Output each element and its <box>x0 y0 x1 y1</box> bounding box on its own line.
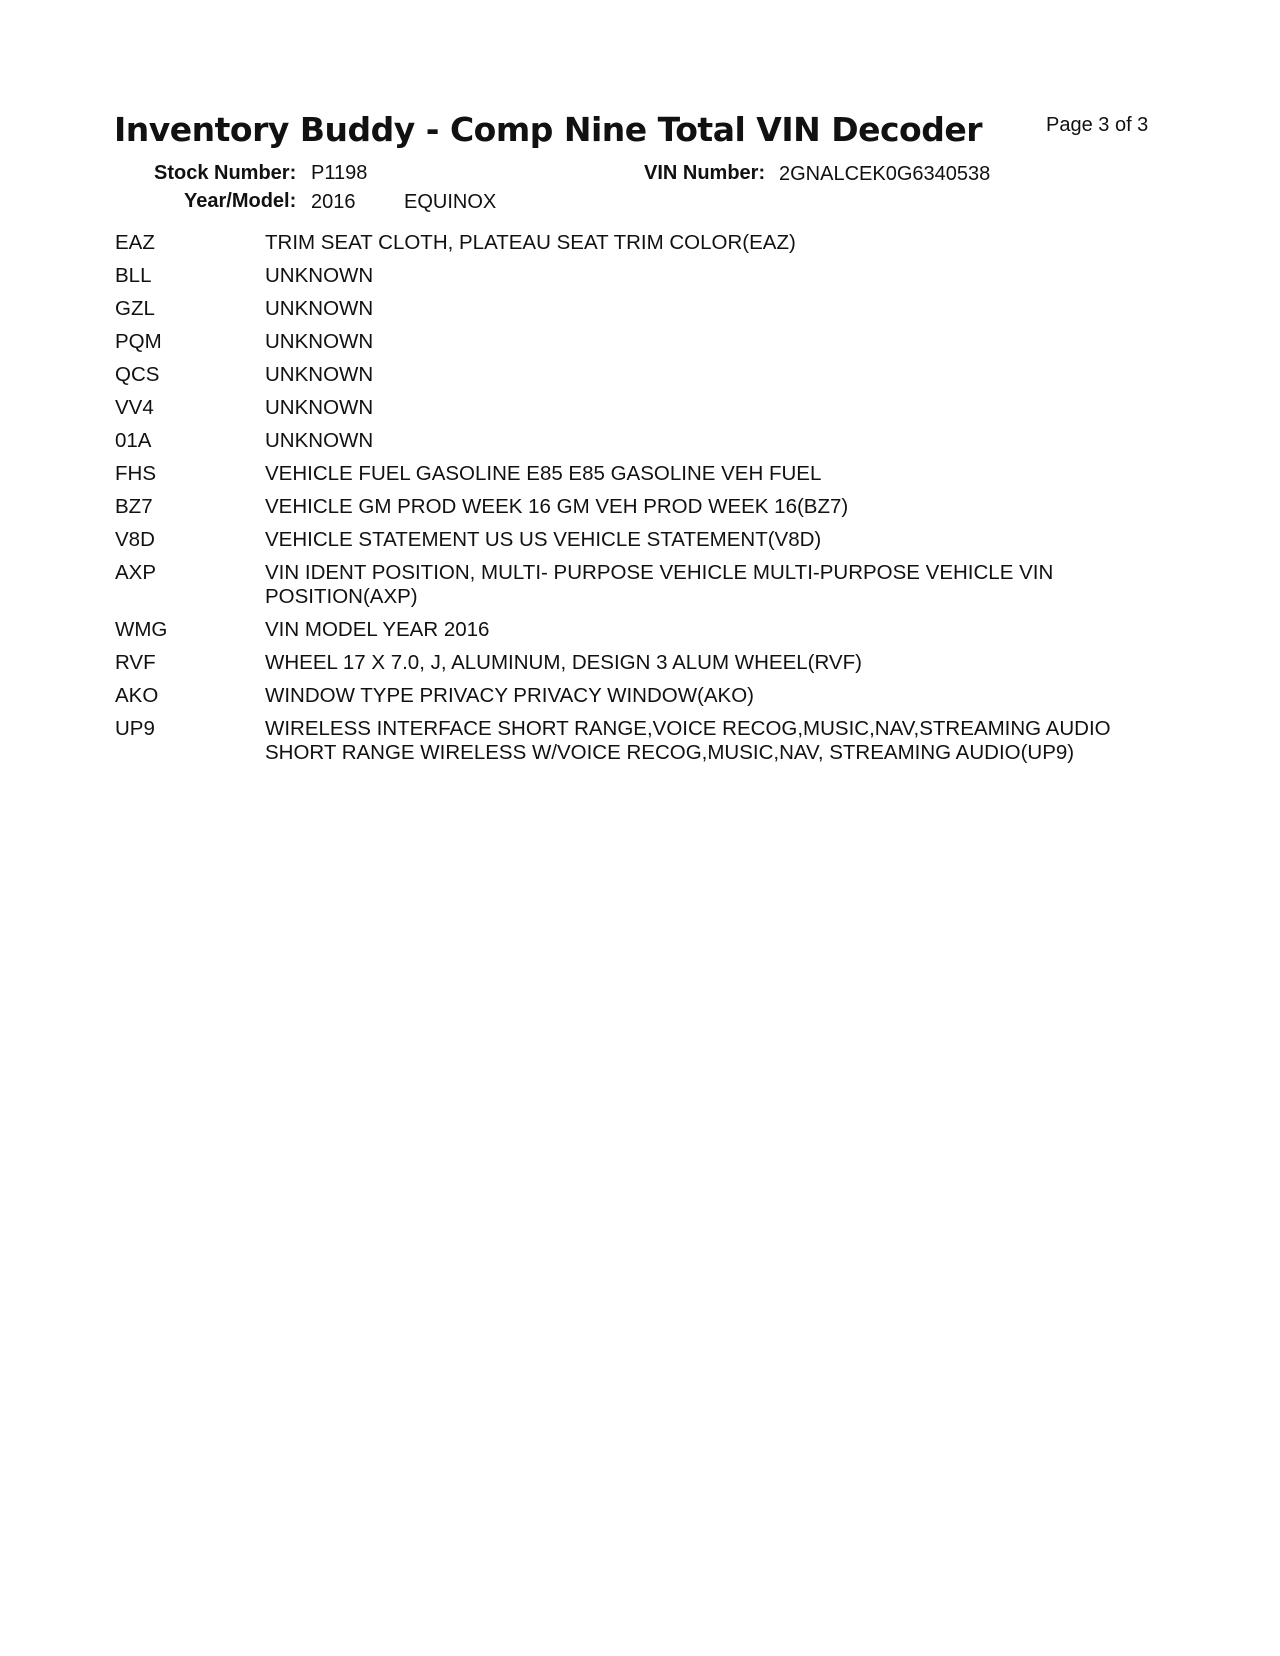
model-value: EQUINOX <box>404 191 497 213</box>
option-code: PQM <box>115 330 162 353</box>
option-code-row <box>115 396 1165 420</box>
option-description: VEHICLE GM PROD WEEK 16 GM VEH PROD WEEK 16(BZ7) <box>265 495 849 518</box>
option-code-row <box>115 264 1165 288</box>
option-code-row <box>115 462 1165 486</box>
option-code-row <box>115 528 1165 552</box>
option-code-row <box>115 651 1165 675</box>
option-code-row <box>115 618 1165 642</box>
option-code-row <box>115 684 1165 708</box>
option-description: UNKNOWN <box>265 330 374 353</box>
year-value: 2016 <box>311 191 356 213</box>
option-code-row <box>115 231 1165 255</box>
option-description: UNKNOWN <box>265 363 374 386</box>
option-description: WIRELESS INTERFACE SHORT RANGE,VOICE RECOG,MUSIC,NAV,STREAMING AUDIO SHORT RANGE WIRELESS W/VOICE RECOG,MUSIC,NAV, STREAMING AUDIO(UP9) <box>265 717 1111 764</box>
option-description: UNKNOWN <box>265 297 374 320</box>
option-code: VV4 <box>115 396 154 419</box>
option-description: VEHICLE STATEMENT US US VEHICLE STATEMENT(V8D) <box>265 528 822 551</box>
option-code-row <box>115 495 1165 519</box>
option-code: QCS <box>115 363 160 386</box>
year-model-label: Year/Model: <box>184 190 297 212</box>
option-code: BLL <box>115 264 152 287</box>
option-code: AKO <box>115 684 159 707</box>
option-code: UP9 <box>115 717 155 740</box>
option-code: AXP <box>115 561 157 584</box>
option-code: V8D <box>115 528 155 551</box>
option-code: BZ7 <box>115 495 153 518</box>
option-code-row <box>115 363 1165 387</box>
option-code: WMG <box>115 618 168 641</box>
option-code: FHS <box>115 462 156 485</box>
option-code-list <box>115 231 1165 774</box>
option-description: VIN MODEL YEAR 2016 <box>265 618 490 641</box>
vin-number-label: VIN Number: <box>644 162 766 184</box>
option-description: UNKNOWN <box>265 396 374 419</box>
option-description: WINDOW TYPE PRIVACY PRIVACY WINDOW(AKO) <box>265 684 755 707</box>
page-number: Page 3 of 3 <box>1046 114 1149 136</box>
stock-number-label: Stock Number: <box>154 162 297 184</box>
option-code-row <box>115 429 1165 453</box>
option-description: VEHICLE FUEL GASOLINE E85 E85 GASOLINE VEH FUEL <box>265 462 822 485</box>
option-description: TRIM SEAT CLOTH, PLATEAU SEAT TRIM COLOR(EAZ) <box>265 231 796 254</box>
option-description: VIN IDENT POSITION, MULTI- PURPOSE VEHICLE MULTI-PURPOSE VEHICLE VIN POSITION(AXP) <box>265 561 1054 608</box>
option-code: RVF <box>115 651 156 674</box>
stock-number-value: P1198 <box>311 162 368 184</box>
option-code-row <box>115 561 1165 609</box>
option-code: 01A <box>115 429 152 452</box>
option-code-row <box>115 330 1165 354</box>
option-description: WHEEL 17 X 7.0, J, ALUMINUM, DESIGN 3 ALUM WHEEL(RVF) <box>265 651 862 674</box>
option-code: EAZ <box>115 231 155 254</box>
option-description: UNKNOWN <box>265 429 374 452</box>
page-title: Inventory Buddy - Comp Nine Total VIN Decoder <box>114 110 982 149</box>
option-code: GZL <box>115 297 155 320</box>
option-code-row <box>115 297 1165 321</box>
option-description: UNKNOWN <box>265 264 374 287</box>
option-code-row <box>115 717 1165 765</box>
vin-number-value: 2GNALCEK0G6340538 <box>779 163 991 185</box>
